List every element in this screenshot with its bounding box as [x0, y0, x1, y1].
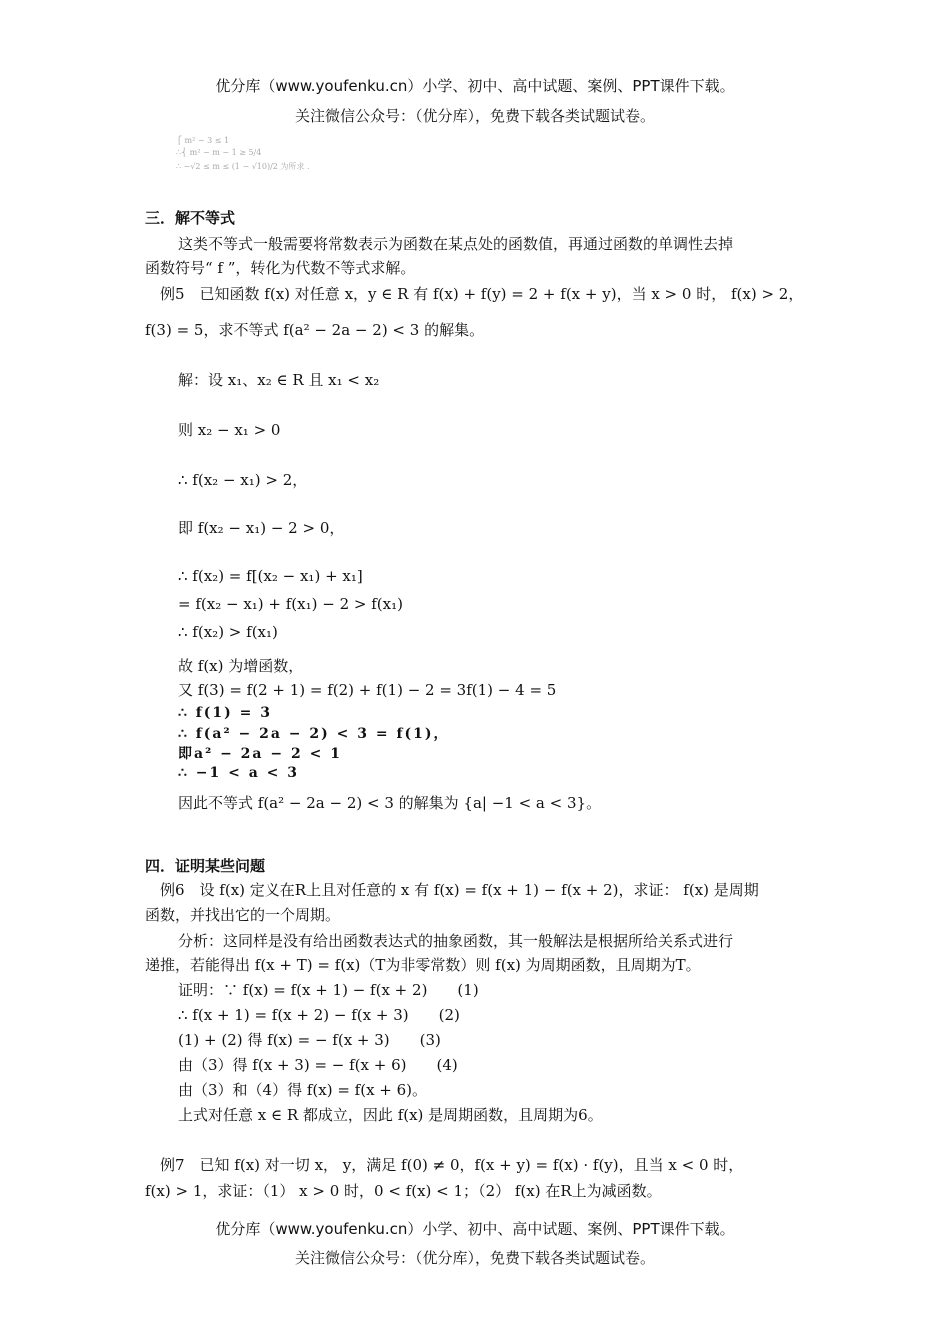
footer-line-1: 优分库（www.youfenku.cn）小学、初中、高中试题、案例、PPT课件下载。 — [215, 1220, 735, 1238]
proof-line: 由（3）得 f(x + 3) = − f(x + 6) (4) — [178, 1056, 458, 1074]
solution-line: 又 f(3) = f(2 + 1) = f(2) + f(1) − 2 = 3f(1) − 4 = 5 — [178, 681, 557, 699]
proof-line: 上式对任意 x ∈ R 都成立，因此 f(x) 是周期函数，且周期为6。 — [178, 1106, 603, 1124]
solution-conclusion: 因此不等式 f(a² − 2a − 2) < 3 的解集为 {a| −1 < a < 3}。 — [178, 794, 602, 812]
analysis-line: 分析：这同样是没有给出函数表达式的抽象函数，其一般解法是根据所给关系式进行 — [178, 932, 734, 950]
fragment-line-1: ⎧ m² − 3 ≤ 1 — [176, 136, 230, 145]
proof-line: 由（3）和（4）得 f(x) = f(x + 6)。 — [178, 1081, 428, 1099]
solution-line: ∴ f(x₂) > f(x₁) — [178, 623, 278, 641]
proof-line: ∴ f(x + 1) = f(x + 2) − f(x + 3) (2) — [178, 1006, 460, 1024]
footer-line-2: 关注微信公众号：（优分库），免费下载各类试题试卷。 — [294, 1249, 655, 1267]
paragraph-line: 这类不等式一般需要将常数表示为函数在某点处的函数值，再通过函数的单调性去掉 — [178, 235, 734, 253]
solution-line: 则 x₂ − x₁ > 0 — [178, 421, 281, 439]
example-6-line-2: 函数，并找出它的一个周期。 — [145, 906, 341, 924]
example-7-line-1: 例7 已知 f(x) 对一切 x， y，满足 f(0) ≠ 0，f(x + y) = f(x) · f(y)，且当 x < 0 时， — [160, 1156, 744, 1174]
header-line-1: 优分库（www.youfenku.cn）小学、初中、高中试题、案例、PPT课件下载。 — [215, 77, 735, 95]
example-6-line-1: 例6 设 f(x) 定义在R上且对任意的 x 有 f(x) = f(x + 1) − f(x + 2)，求证： f(x) 是周期 — [160, 881, 759, 899]
section-heading: 四．证明某些问题 — [145, 857, 266, 875]
section-heading: 三．解不等式 — [145, 209, 236, 227]
solution-line: 解：设 x₁、x₂ ∈ R 且 x₁ < x₂ — [178, 371, 380, 389]
solution-line: 即 f(x₂ − x₁) − 2 > 0， — [178, 519, 345, 537]
solution-line-bold: ∴ −1 < a < 3 — [178, 765, 300, 781]
example-7-line-2: f(x) > 1，求证：（1） x > 0 时，0 < f(x) < 1；（2） f(x) 在R上为减函数。 — [145, 1182, 662, 1200]
analysis-line: 递推，若能得出 f(x + T) = f(x)（T为非零常数）则 f(x) 为周期函数，且周期为T。 — [145, 956, 701, 974]
solution-line: 故 f(x) 为增函数， — [178, 657, 304, 675]
solution-line: ∴ f(x₂ − x₁) > 2， — [178, 471, 308, 489]
solution-line-bold: ∴ f(1) = 3 — [178, 705, 273, 721]
solution-line: = f(x₂ − x₁) + f(x₁) − 2 > f(x₁) — [178, 595, 403, 613]
paragraph-line: 函数符号“ f ”，转化为代数不等式求解。 — [145, 259, 416, 277]
example-5-line-2: f(3) = 5，求不等式 f(a² − 2a − 2) < 3 的解集。 — [145, 321, 485, 339]
solution-line-bold: ∴ f(a² − 2a − 2) < 3 = f(1)， — [178, 726, 450, 742]
solution-line: ∴ f(x₂) = f[(x₂ − x₁) + x₁] — [178, 567, 363, 585]
fragment-line-2: ∴⎨ m² − m − 1 ≥ 5/4 — [176, 148, 262, 157]
solution-line-bold: 即a² − 2a − 2 < 1 — [178, 746, 342, 762]
proof-line: (1) + (2) 得 f(x) = − f(x + 3) (3) — [178, 1031, 441, 1049]
example-5-line-1: 例5 已知函数 f(x) 对任意 x，y ∈ R 有 f(x) + f(y) = 2 + f(x + y)，当 x > 0 时， f(x) > 2， — [160, 285, 804, 303]
fragment-line-3: ∴ −√2 ≤ m ≤ (1 − √10)/2 为所求 . — [176, 162, 310, 171]
proof-line: 证明：∵ f(x) = f(x + 1) − f(x + 2) (1) — [178, 981, 479, 999]
header-line-2: 关注微信公众号：（优分库），免费下载各类试题试卷。 — [294, 107, 655, 125]
